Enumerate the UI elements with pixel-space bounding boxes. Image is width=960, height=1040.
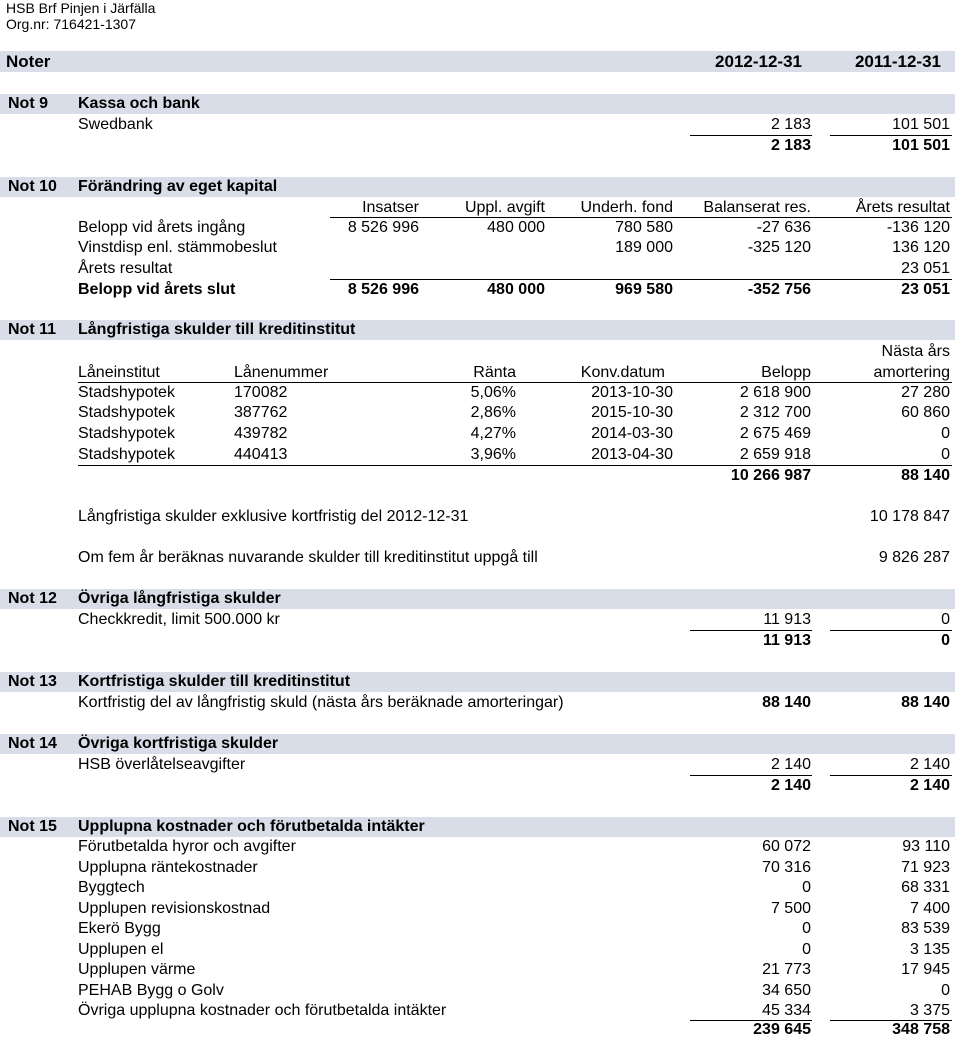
not13-row-y1: 88 140 [762,694,811,711]
not10-row3-label: Årets resultat [78,260,173,277]
row-y1: 21 773 [762,961,811,978]
not14-title: Övriga kortfristiga skulder [78,735,279,752]
row-y1: 34 650 [762,982,811,999]
not11-total-amount: 10 266 987 [730,467,811,484]
not10-row1-v5: -136 120 [886,219,950,236]
not12-number: Not 12 [8,590,57,607]
row-y2: 71 923 [901,859,950,876]
not12-title: Övriga långfristiga skulder [78,590,281,607]
row-y2: 0 [941,982,950,999]
row-label: Upplupen värme [78,961,196,978]
row-y2: 93 110 [902,838,950,855]
next-amort: 0 [941,446,950,463]
not10-total-v1: 8 526 996 [347,281,419,298]
row-y1: 7 500 [770,900,811,917]
row-y1: 60 072 [762,838,811,855]
not10-row1-label: Belopp vid årets ingång [78,219,246,236]
conv-date: 2013-10-30 [591,384,673,401]
not10-row1-v2: 480 000 [487,219,545,236]
not10-row3-v5: 23 051 [901,260,950,277]
not11-col-conv: Konv.datum [580,364,665,381]
row-label: Upplupna räntekostnader [78,859,258,876]
amount: 2 675 469 [739,425,811,442]
row-y2: 3 375 [909,1002,950,1019]
not9-row-label: Swedbank [78,116,153,133]
not14-total-y2: 2 140 [909,777,950,794]
not10-total-label: Belopp vid årets slut [78,281,236,298]
conv-date: 2013-04-30 [591,446,673,463]
not11-col-next2: amortering [873,364,950,381]
not14-row-y2: 2 140 [909,756,950,773]
not10-col-uppl-avgift: Uppl. avgift [464,199,545,216]
not10-col-balanserat: Balanserat res. [703,199,811,216]
not10-col-insatser: Insatser [362,199,419,216]
loan-number: 170082 [234,384,288,401]
not13-title: Kortfristiga skulder till kreditinstitut [78,673,351,690]
year-2012-header: 2012-12-31 [715,52,802,71]
not14-row-y1: 2 140 [770,756,811,773]
row-y1: 45 334 [762,1002,811,1019]
not11-number: Not 11 [8,321,57,338]
rate: 3,96% [470,446,516,463]
not9-title: Kassa och bank [78,95,200,112]
row-label: PEHAB Bygg o Golv [78,982,224,999]
not15-number: Not 15 [8,818,57,835]
not10-total-v4: -352 756 [747,281,811,298]
next-amort: 0 [941,425,950,442]
not10-row1-v3: 780 580 [615,219,673,236]
row-label: Upplupen el [78,941,164,958]
not10-col-underh-fond: Underh. fond [580,199,673,216]
rate: 5,06% [470,384,516,401]
not15-total-y1: 239 645 [753,1021,811,1038]
not14-row-label: HSB överlåtelseavgifter [78,756,246,773]
row-y2: 83 539 [901,920,950,937]
not10-number: Not 10 [8,178,57,195]
row-label: Förutbetalda hyror och avgifter [78,838,296,855]
not11-col-loan-no: Lånenummer [234,364,329,381]
lender: Stadshypotek [78,446,175,463]
not9-total-y2: 101 501 [892,137,950,154]
not9-row-y1: 2 183 [770,116,811,133]
notes-title: Noter [6,52,51,71]
row-y1: 0 [802,879,811,896]
row-y2: 7 400 [909,900,950,917]
next-amort: 60 860 [901,404,950,421]
not10-row2-v4: -325 120 [747,239,811,256]
row-label: Byggtech [78,879,145,896]
not10-title: Förändring av eget kapital [78,178,278,195]
not11-excl-label: Långfristiga skulder exklusive kortfristig del 2012-12-31 [78,508,469,525]
not10-row2-v3: 189 000 [615,239,673,256]
not10-row1-v1: 8 526 996 [347,219,419,236]
org-number: Org.nr: 716421-1307 [6,16,136,32]
loan-number: 439782 [234,425,288,442]
amount: 2 659 918 [739,446,811,463]
row-label: Övriga upplupna kostnader och förutbetalda intäkter [78,1002,447,1019]
row-y1: 0 [802,941,811,958]
not12-row-y2: 0 [941,611,950,628]
not13-row-label: Kortfristig del av långfristig skuld (nästa års beräknade amorteringar) [78,694,564,711]
row-label: Upplupen revisionskostnad [78,900,271,917]
lender: Stadshypotek [78,425,175,442]
not10-col-arets-resultat: Årets resultat [855,199,950,216]
row-label: Ekerö Bygg [78,920,161,937]
loan-number: 440413 [234,446,288,463]
not12-total-y1: 11 913 [762,632,811,649]
not13-row-y2: 88 140 [901,694,950,711]
loan-number: 387762 [234,404,288,421]
not9-number: Not 9 [8,95,48,112]
org-name: HSB Brf Pinjen i Järfälla [6,0,156,16]
rate: 4,27% [470,425,516,442]
not15-title: Upplupna kostnader och förutbetalda intäkter [78,818,425,835]
not12-row-y1: 11 913 [763,611,811,628]
not10-total-v3: 969 580 [615,281,673,298]
amount: 2 312 700 [739,404,811,421]
not10-row2-v5: 136 120 [892,239,950,256]
not12-total-y2: 0 [941,632,950,649]
conv-date: 2015-10-30 [591,404,673,421]
row-y2: 17 945 [901,961,950,978]
amount: 2 618 900 [739,384,811,401]
not12-row-label: Checkkredit, limit 500.000 kr [78,611,280,628]
lender: Stadshypotek [78,404,175,421]
not11-title: Långfristiga skulder till kreditinstitut [78,321,356,338]
not11-total-next: 88 140 [901,467,950,484]
not9-row-y2: 101 501 [892,116,950,133]
rate: 2,86% [470,404,516,421]
year-2011-header: 2011-12-31 [854,52,941,71]
not14-number: Not 14 [8,735,57,752]
next-amort: 27 280 [901,384,950,401]
not11-five-year-label: Om fem år beräknas nuvarande skulder till kreditinstitut uppgå till [78,549,538,566]
not14-total-y1: 2 140 [770,777,811,794]
conv-date: 2014-03-30 [591,425,673,442]
not11-col-rate: Ränta [473,364,516,381]
not15-total-y2: 348 758 [892,1021,950,1038]
not11-col-next1: Nästa års [881,343,950,360]
not10-total-v5: 23 051 [901,281,950,298]
not11-col-lender: Låneinstitut [78,364,160,381]
not11-five-year-value: 9 826 287 [878,549,950,566]
lender: Stadshypotek [78,384,175,401]
not11-col-amount: Belopp [761,364,811,381]
row-y2: 68 331 [901,879,950,896]
not13-number: Not 13 [8,673,57,690]
not10-total-v2: 480 000 [487,281,545,298]
row-y1: 0 [802,920,811,937]
not9-total-y1: 2 183 [770,137,811,154]
row-y2: 3 135 [909,941,950,958]
not10-row1-v4: -27 636 [756,219,811,236]
row-y1: 70 316 [762,859,811,876]
not11-excl-value: 10 178 847 [869,508,950,525]
not10-row2-label: Vinstdisp enl. stämmobeslut [78,239,277,256]
